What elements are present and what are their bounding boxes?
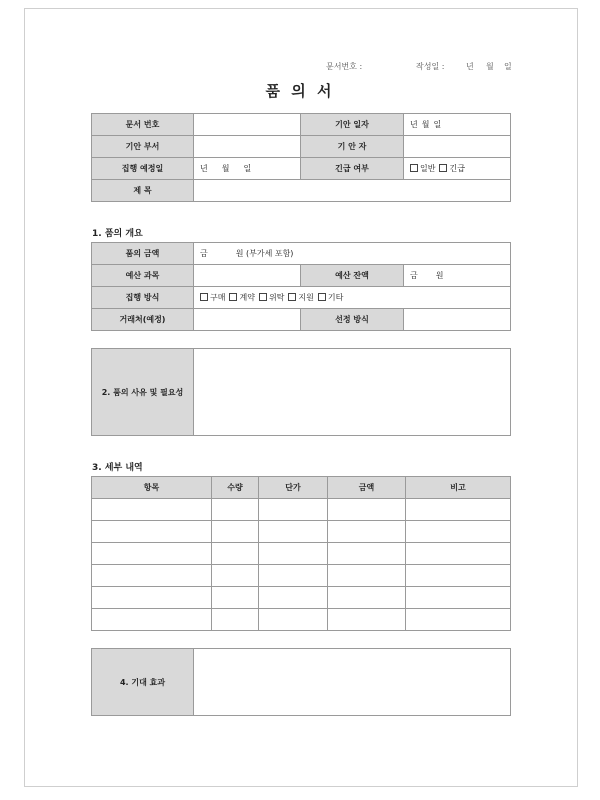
table-cell[interactable] [406,521,511,543]
overview-heading: 1. 품의 개요 [92,229,143,239]
table-cell[interactable] [212,521,259,543]
written-date-month: 월 [486,62,494,71]
effect-label: 4. 기대 효과 [92,649,194,716]
details-table [91,476,511,631]
reason-label: 2. 품의 사유 및 필요성 [92,349,194,436]
method-other-option[interactable]: 기타 [318,293,343,302]
draft-date-month: 월 [421,120,430,129]
drafter-field[interactable] [404,136,511,158]
details-heading: 3. 세부 내역 [92,463,143,473]
reason-field[interactable] [194,349,511,436]
table-cell[interactable] [212,499,259,521]
table-cell[interactable] [212,543,259,565]
method-contract-option[interactable]: 계약 [229,293,254,302]
selection-method-label: 선정 방식 [301,309,404,331]
table-cell[interactable] [92,521,212,543]
table-cell[interactable] [259,499,328,521]
table-cell[interactable] [92,609,212,631]
doc-number-field[interactable] [194,114,301,136]
urgency-label: 긴급 여부 [301,158,404,180]
column-header-amount: 금액 [328,477,406,499]
department-label: 기안 부서 [92,136,194,158]
method-field [194,287,511,309]
urgency-normal-option[interactable]: 일반 [410,164,435,173]
table-cell[interactable] [212,565,259,587]
exec-date-field[interactable] [194,158,301,180]
amount-suffix: 원 (부가세 포함) [235,249,294,258]
written-date-year: 년 [466,62,474,71]
overview-table [91,242,511,331]
table-cell[interactable] [92,565,212,587]
table-cell[interactable] [259,521,328,543]
table-cell[interactable] [328,609,406,631]
table-row [92,565,511,587]
subject-field[interactable] [194,180,511,202]
table-cell[interactable] [328,521,406,543]
table-cell[interactable] [92,587,212,609]
written-date-day: 일 [504,62,512,71]
amount-label: 품의 금액 [92,243,194,265]
table-cell[interactable] [92,499,212,521]
amount-prefix: 금 [200,249,208,258]
drafter-label: 기 안 자 [301,136,404,158]
table-cell[interactable] [259,609,328,631]
method-purchase-option[interactable]: 구매 [200,293,225,302]
vendor-field[interactable] [194,309,301,331]
basic-info-table [91,113,511,202]
checkbox-icon [288,293,296,301]
effect-field[interactable] [194,649,511,716]
doc-number-label: 문서 번호 [92,114,194,136]
table-cell[interactable] [328,543,406,565]
table-cell[interactable] [328,565,406,587]
table-cell[interactable] [92,543,212,565]
budget-item-field[interactable] [194,265,301,287]
exec-date-day: 일 [243,164,252,173]
urgency-urgent-option[interactable]: 긴급 [439,164,464,173]
column-header-item: 항목 [92,477,212,499]
method-support-option[interactable]: 지원 [288,293,313,302]
budget-balance-label: 예산 잔액 [301,265,404,287]
draft-date-day: 일 [433,120,442,129]
table-cell[interactable] [406,565,511,587]
balance-prefix: 금 [410,271,418,280]
table-cell[interactable] [406,609,511,631]
table-cell[interactable] [328,499,406,521]
checkbox-icon [229,293,237,301]
checkbox-icon [259,293,267,301]
table-row [92,587,511,609]
document-title: 품 의 서 [265,82,335,100]
table-cell[interactable] [406,499,511,521]
reason-table [91,348,511,436]
table-row [92,609,511,631]
column-header-unit-price: 단가 [259,477,328,499]
column-header-remarks: 비고 [406,477,511,499]
table-cell[interactable] [259,587,328,609]
checkbox-icon [410,164,418,172]
vendor-label: 거래처(예정) [92,309,194,331]
selection-method-field[interactable] [404,309,511,331]
table-cell[interactable] [259,543,328,565]
effect-table [91,648,511,716]
table-cell[interactable] [212,587,259,609]
table-cell[interactable] [406,587,511,609]
draft-date-label: 기안 일자 [301,114,404,136]
urgency-field [404,158,511,180]
table-cell[interactable] [212,609,259,631]
budget-balance-field[interactable] [404,265,511,287]
table-row [92,499,511,521]
exec-date-label: 집행 예정일 [92,158,194,180]
table-cell[interactable] [328,587,406,609]
exec-date-month: 월 [221,164,230,173]
budget-item-label: 예산 과목 [92,265,194,287]
column-header-quantity: 수량 [212,477,259,499]
subject-label: 제 목 [92,180,194,202]
amount-field[interactable] [194,243,511,265]
doc-number-meta-label: 문서번호 : [326,62,363,71]
method-label: 집행 방식 [92,287,194,309]
table-row [92,543,511,565]
table-cell[interactable] [259,565,328,587]
table-cell[interactable] [406,543,511,565]
draft-date-field[interactable] [404,114,511,136]
checkbox-icon [200,293,208,301]
written-date-meta-label: 작성일 : [416,62,445,71]
draft-date-year: 년 [410,120,418,129]
checkbox-icon [318,293,326,301]
balance-suffix: 원 [435,271,444,280]
exec-date-year: 년 [200,164,208,173]
checkbox-icon [439,164,447,172]
department-field[interactable] [194,136,301,158]
method-consign-option[interactable]: 위탁 [259,293,284,302]
table-row [92,521,511,543]
